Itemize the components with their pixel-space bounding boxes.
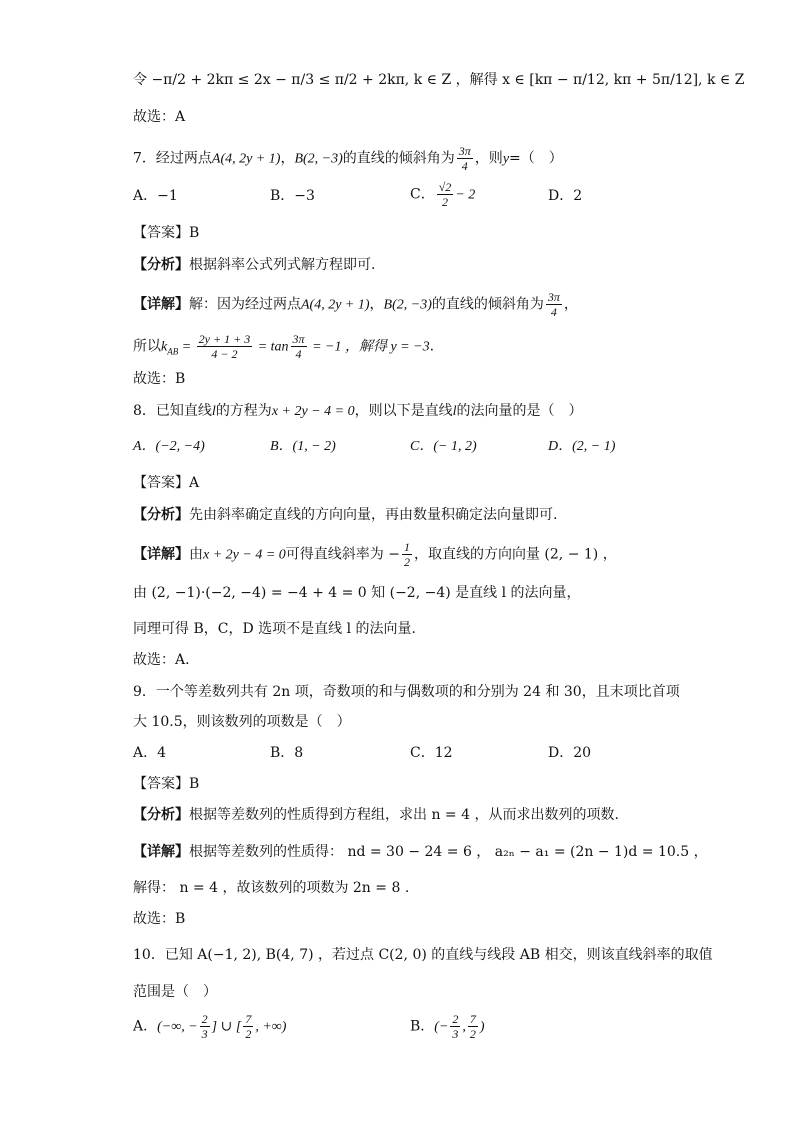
q8-analysis: 【分析】先由斜率确定直线的方向向量，再由数量积确定法向量即可. [133,507,558,523]
q7-option-c: C． $\frac{√2}{2}$ − 2 [410,180,476,209]
q9-option-c: C．12 [410,745,453,761]
q7-option-b: B．−3 [270,188,315,204]
q8-detail-line1: 【详解】由x + 2y − 4 = 0可得直线斜率为 − $\frac{1}{2}$ ，取直线的方向向量 (2, − 1) ， [133,540,617,569]
q7-detail-line2: 所以$k_{AB}$ = $\frac{2y + 1 + 3}{4 - 2}$ = tan $\frac{3\pi}{4}$ = −1 ，解得 y = −3. [133,332,435,361]
q8-option-d: D．(2, − 1) [548,439,616,454]
q7-stem: 7．经过两点A(4, 2y + 1)，B(2, −3)的直线的倾斜角为 $\frac{3\pi}{4}$ ，则y=（ ） [133,144,563,173]
q9-detail-line1: 【详解】根据等差数列的性质得： nd = 30 − 24 = 6 ， a₂ₙ − a₁ = (2n − 1)d = 10.5 ， [133,844,708,860]
q9-choice: 故选：B [133,911,186,927]
intro-solution-line: 令 −π/2 + 2kπ ≤ 2x − π/3 ≤ π/2 + 2kπ, k ∈ Z ，解得 x ∈ [kπ − π/12, kπ + 5π/12], k ∈ Z [133,72,745,88]
q7-detail-line1: 【详解】解：因为经过两点A(4, 2y + 1)，B(2, −3)的直线的倾斜角为 $\frac{3\pi}{4}$ ， [133,290,578,319]
q8-option-a: A．(−2, −4) [133,439,205,454]
intro-answer: 故选：A [133,109,186,125]
q8-choice: 故选：A. [133,652,190,668]
q9-detail-line2: 解得： n = 4 ，故该数列的项数为 2n = 8 . [133,880,410,896]
q7-answer: 【答案】B [133,225,200,241]
q8-detail-line2: 由 (2, −1)·(−2, −4) = −4 + 4 = 0 知 (−2, −4) 是直线 l 的法向量， [133,585,581,601]
q7-option-a: A．−1 [133,188,178,204]
q10-option-b: B．(− $\frac{2}{3}$ , $\frac{7}{2}$ ) [410,1012,485,1041]
q7-choice: 故选：B [133,371,186,387]
q8-answer: 【答案】A [133,475,200,491]
q10-option-a: A．(−∞, − $\frac{2}{3}$ ] ∪ [ $\frac{7}{2}$ , +∞) [133,1012,287,1041]
q10-stem-line2: 范围是（ ） [133,984,217,1000]
q9-option-d: D．20 [548,745,592,761]
q8-detail-line3: 同理可得 B，C，D 选项不是直线 l 的法向量. [133,621,416,637]
q9-stem-line1: 9．一个等差数列共有 2n 项，奇数项的和与偶数项的和分别为 24 和 30，且末项比首项 [133,684,680,700]
q9-stem-line2: 大 10.5，则该数列的项数是（ ） [133,714,351,730]
q9-answer: 【答案】B [133,776,200,792]
q8-option-c: C．(− 1, 2) [410,439,477,454]
q7-option-d: D．2 [548,188,583,204]
q10-stem-line1: 10．已知 A(−1, 2), B(4, 7) ，若过点 C(2, 0) 的直线与线段 AB 相交，则该直线斜率的取值 [133,947,713,963]
q7-analysis: 【分析】根据斜率公式列式解方程即可. [133,257,376,273]
q9-option-b: B．8 [270,745,304,761]
q8-stem: 8．已知直线l的方程为x + 2y − 4 = 0，则以下是直线l的法向量的是（ ） [133,403,583,419]
q9-analysis: 【分析】根据等差数列的性质得到方程组，求出 n = 4 ，从而求出数列的项数. [133,807,619,823]
q8-option-b: B．(1, − 2) [270,439,336,454]
q9-option-a: A．4 [133,745,167,761]
